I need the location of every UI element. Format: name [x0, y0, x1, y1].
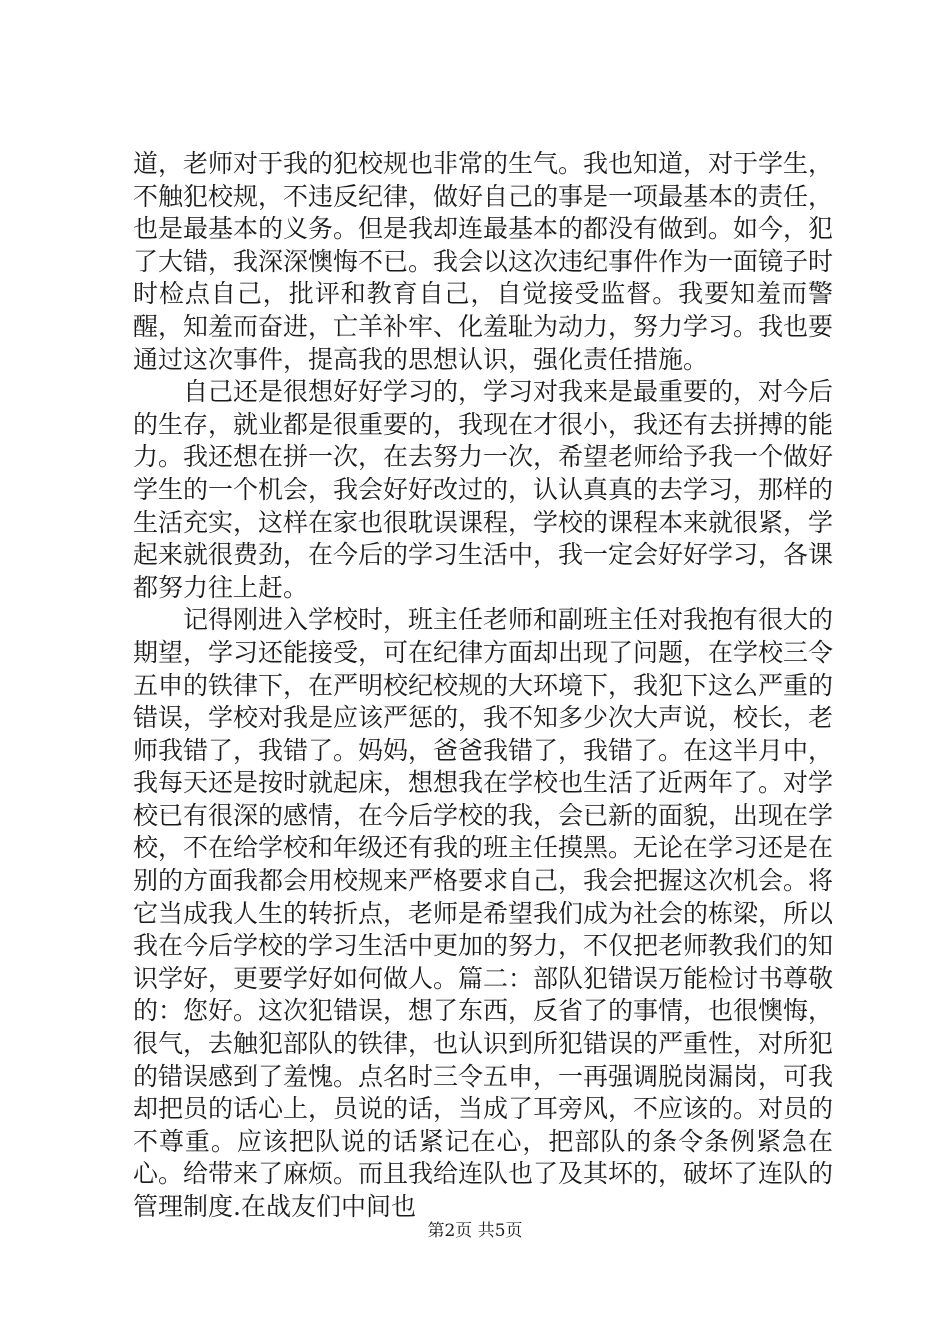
document-body: [133, 148, 833, 1224]
paragraph-1: 道，老师对于我的犯校规也非常的生气。我也知道，对于学生，不触犯校规，不违反纪律，做好自己的事是一项最基本的责任，也是最基本的义务。但是我却连最基本的都没有做到。如今，犯了大错，我深深懊悔不已。我会以这次违纪事件作为一面镜子时时检点自己，批评和教育自己，自觉接受监督。我要知羞而警醒，知羞而奋进，亡羊补牢、化羞耻为动力，努力学习。我也要通过这次事件，提高我的思想认识，强化责任措施。: [133, 149, 834, 374]
paragraph-2: 自己还是很想好好学习的，学习对我来是最重要的，对今后的生存，就业都是很重要的，我现在才很小，我还有去拼搏的能力。我还想在拼一次，在去努力一次，希望老师给予我一个做好学生的一个机会，我会好好改过的，认认真真的去学习，那样的生活充实，这样在家也很耽误课程，学校的课程本来就很紧，学起来就很费劲，在今后的学习生活中，我一定会好好学习，各课都努力往上赶。: [133, 377, 834, 602]
paragraph-3: 记得刚进入学校时，班主任老师和副班主任对我抱有很大的期望，学习还能接受，可在纪律方面却出现了问题，在学校三令五申的铁律下，在严明校纪校规的大环境下，我犯下这么严重的错误，学校对我是应该严惩的，我不知多少次大声说，校长，老师我错了，我错了。妈妈，爸爸我错了，我错了。在这半月中，我每天还是按时就起床，想想我在学校也生活了近两年了。对学校已有很深的感情，在今后学校的我，会已新的面貌，出现在学校，不在给学校和年级还有我的班主任摸黑。无论在学习还是在别的方面我都会用校规来严格要求自己，我会把握这次机会。将它当成我人生的转折点，老师是希望我们成为社会的栋梁，所以我在今后学校的学习生活中更加的努力，不仅把老师教我们的知识学好，更要学好如何做人。篇二：部队犯错误万能检讨书尊敬的：您好。这次犯错误，想了东西，反省了的事情，也很懊悔，很气，去触犯部队的铁律，也认识到所犯错误的严重性，对所犯的错误感到了羞愧。点名时三令五申，一再强调脱岗漏岗，可我却把员的话心上，员说的话，当成了耳旁风，不应该的。对员的不尊重。应该把队说的话紧记在心，把部队的条令条例紧急在心。给带来了麻烦。而且我给连队也了及其坏的，破坏了连队的管理制度.在战友们中间也: [133, 605, 834, 1221]
page-number-footer: 第2页 共5页: [427, 1221, 523, 1241]
